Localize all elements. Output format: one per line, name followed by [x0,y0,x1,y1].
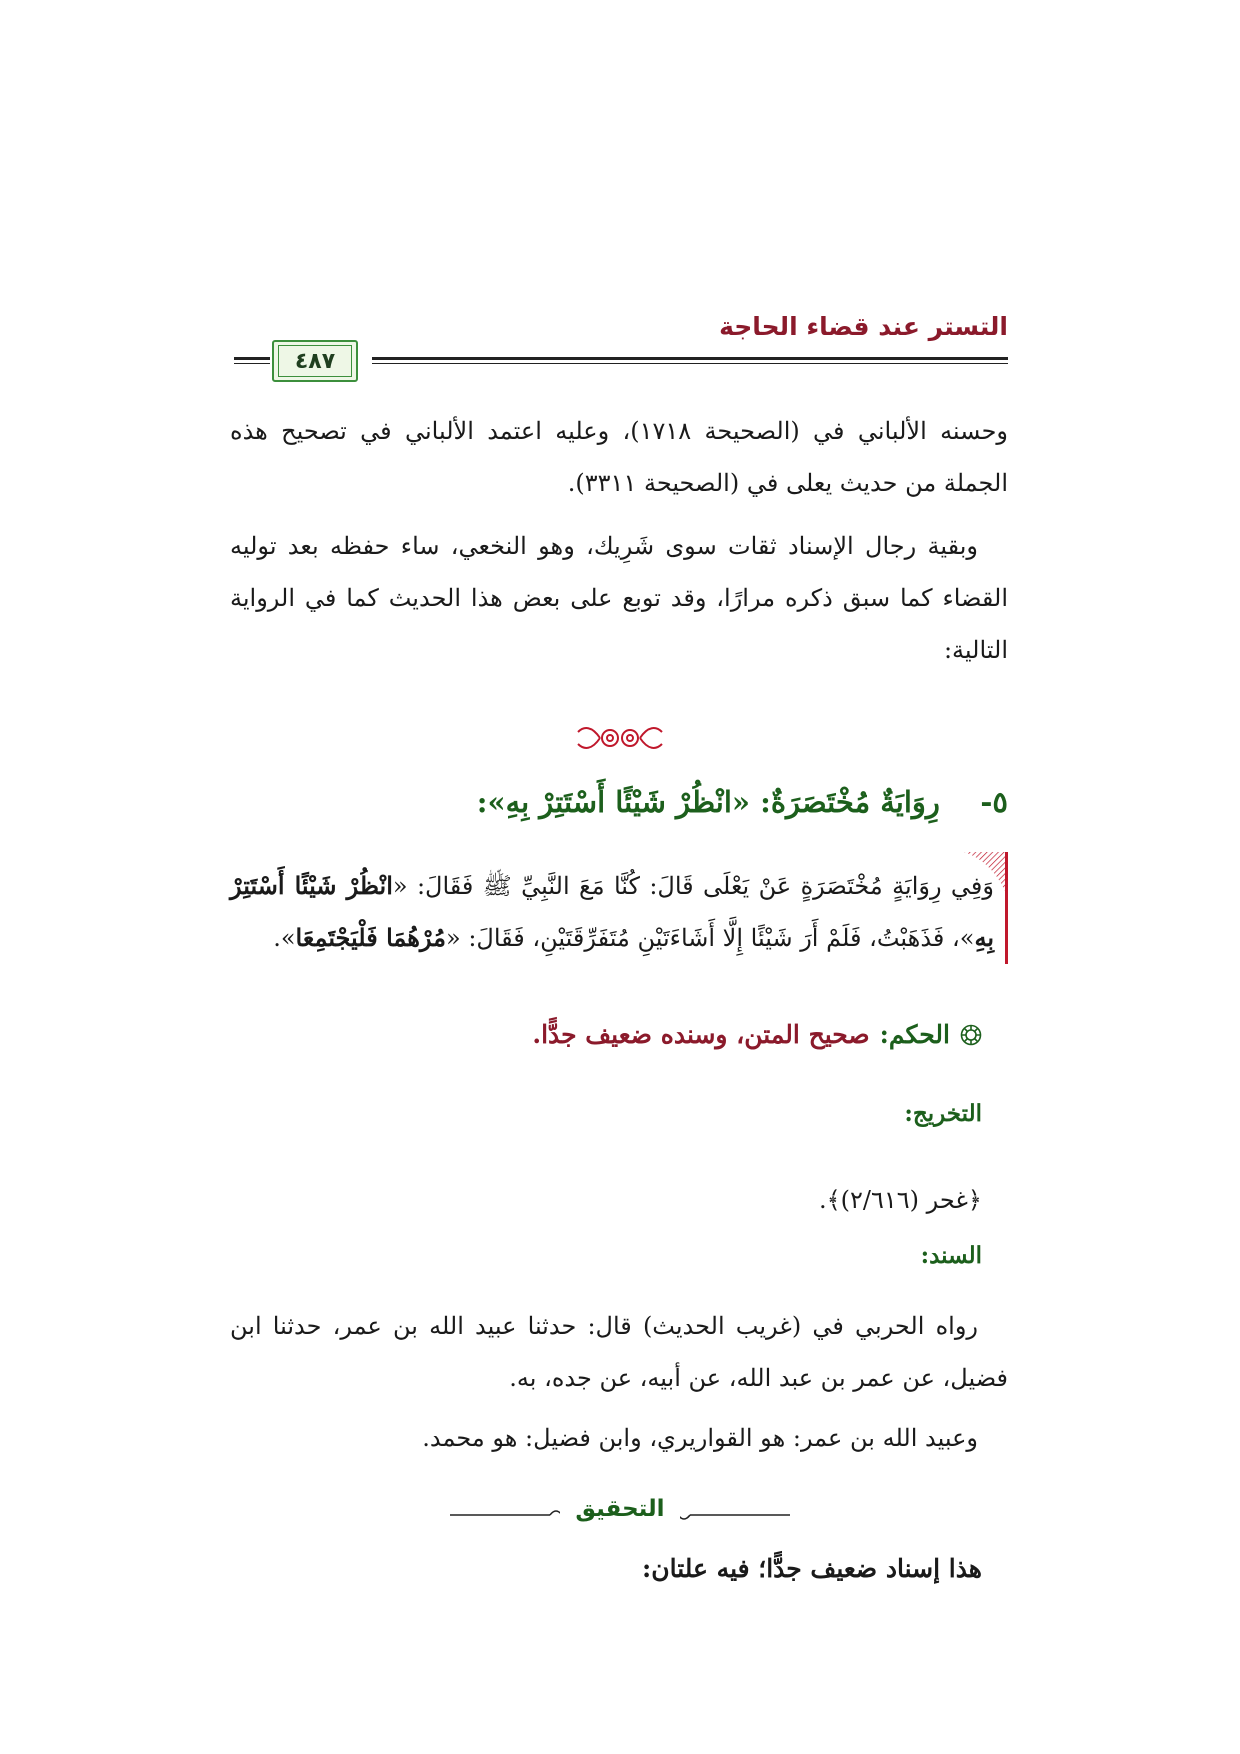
takhrij-text: ﴿غحر (٢/٦١٦)﴾. [818,1186,982,1214]
running-header-title: التستر عند قضاء الحاجة [719,312,1008,341]
takhrij-label: التخريج: [904,1100,982,1127]
floral-ornament-icon [574,718,666,758]
ruling-text: صحيح المتن، وسنده ضعيف جدًّا. [532,1020,870,1049]
ruling-label: الحكم: [879,1020,950,1049]
header-rule-left-thin [234,363,270,364]
hadith-middle: »، فَذَهَبْتُ، فَلَمْ أَرَ شَيْئًا إِلَّا أَشَاءَتَيْنِ مُتَفَرِّقَتَيْنِ، فَقَالَ: « [446,924,975,952]
hadith-text [230,860,1008,964]
header-rule-thin [372,363,1008,364]
page-number-badge [272,340,358,382]
tahqiq-text: هذا إسناد ضعيف جدًّا؛ فيه علتان: [642,1554,982,1583]
paragraph-2: وبقية رجال الإسناد ثقات سوى شَرِيك، وهو النخعي، ساء حفظه بعد توليه القضاء كما سبق ذكره مرارًا، وقد توبع على بعض هذا الحديث كما في الرواية التالية: [230,532,1008,664]
hadith-end: ». [273,924,296,952]
section-title: رِوَايَةٌ مُخْتَصَرَةٌ: «انْظُرْ شَيْئًا أَسْتَتِرْ بِهِ»: [476,785,940,819]
paragraph-1: وحسنه الألباني في (الصحيحة ١٧١٨)، وعليه اعتمد الألباني في تصحيح هذه الجملة من حديث يعلى في (الصحيحة ٣٣١١). [230,417,1009,497]
hadith-quote-2: مُرْهُمَا فَلْيَجْتَمِعَا [295,923,447,952]
rosette-icon [960,1024,982,1046]
section-number: ٥- [980,785,1008,819]
sanad-paragraph-2: وعبيد الله بن عمر: هو القواريري، وابن فضيل: هو محمد. [422,1424,978,1452]
ruling-row [532,1020,982,1049]
header-rule-left [234,357,270,360]
sanad-paragraph-1: رواه الحربي في (غريب الحديث) قال: حدثنا عبيد الله بن عمر، حدثنا ابن فضيل، عن عمر بن عبد الله، عن أبيه، عن جده، به. [230,1312,1008,1392]
page-number: ٤٨٧ [278,345,352,377]
header-rule [372,357,1008,360]
section-heading [477,785,1008,819]
sanad-label: السند: [920,1242,982,1269]
hadith-quote-1: انْظُرْ شَيْئًا أَسْتَتِرْ بِهِ [230,871,994,952]
hadith-intro: وَفِي رِوَايَةٍ مُخْتَصَرَةٍ عَنْ يَعْلَى قَالَ: كُنَّا مَعَ النَّبِيِّ ﷺ فَقَالَ: « [392,872,994,900]
tahqiq-heading: التحقيق [560,1496,680,1522]
